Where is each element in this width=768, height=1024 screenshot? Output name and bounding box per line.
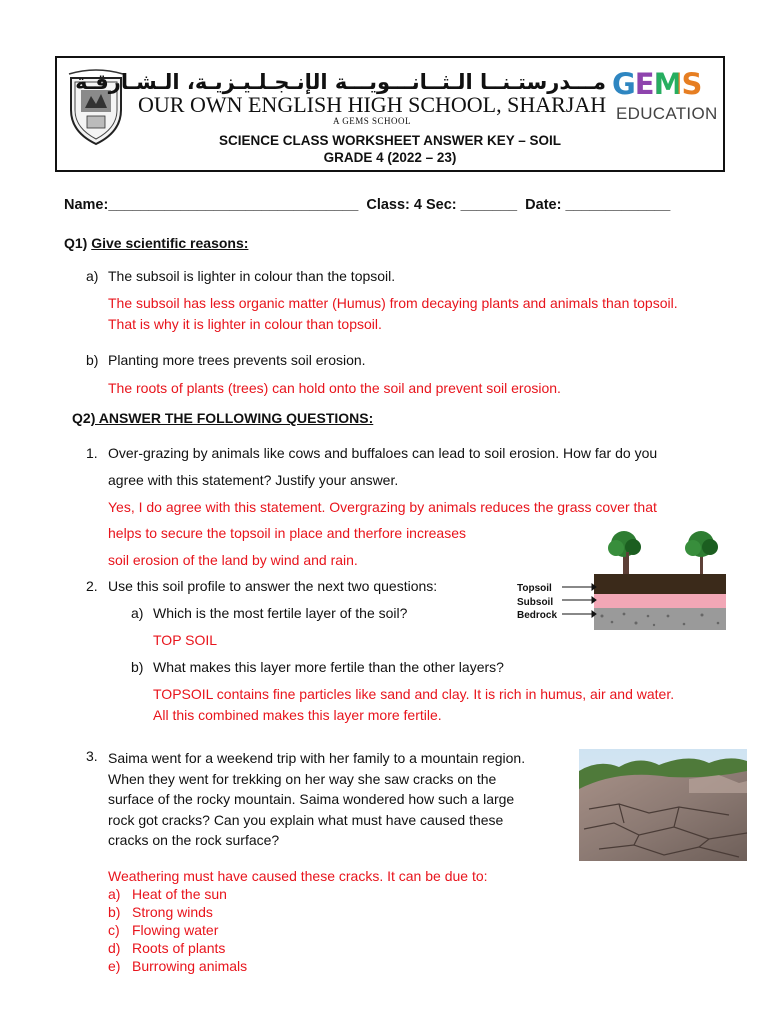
q2-heading: [72, 410, 373, 426]
label-subsoil: Subsoil: [517, 596, 554, 608]
q1-title: Give scientific reasons:: [91, 235, 249, 251]
list-item: d) Roots of plants: [108, 940, 226, 956]
q2-item3-line: rock got cracks? Can you explain what must have caused these: [108, 811, 504, 828]
soil-layer-labels: [517, 582, 557, 623]
label-bedrock: Bedrock: [517, 610, 558, 621]
q1a-question: The subsoil is lighter in colour than the topsoil.: [108, 268, 396, 284]
q2-item2b-marker: b): [131, 659, 144, 675]
gems-logo-letters: GEMS: [612, 67, 702, 101]
school-name-arabic: مـــدرستـنــا الـثــانـــويـــة الإنـجـلـيـزيـة، الـشـارقـة: [75, 70, 606, 94]
q1a-marker: a): [86, 268, 99, 284]
q1-heading: [64, 235, 248, 251]
q1a-answer-line2: That is why it is lighter in colour than topsoil.: [108, 316, 382, 332]
q2-item2b-question: What makes this layer more fertile than the other layers?: [153, 659, 504, 675]
cracked-rock-photo: [579, 749, 747, 861]
q2-item2a-marker: a): [131, 605, 144, 621]
q2-item3-line: When they went for trekking on her way she saw cracks on the: [108, 770, 497, 787]
q2-item2b-answer-line1: TOPSOIL contains fine particles like sand and clay. It is rich in humus, air and water.: [153, 686, 675, 702]
q2-item1-marker: 1.: [86, 445, 98, 461]
q1a-answer-line1: The subsoil has less organic matter (Humus) from decaying plants and animals than topsoil.: [108, 295, 678, 311]
weathering-causes-list: [108, 885, 247, 975]
soil-layers-right: [658, 574, 726, 630]
tree-icon-right: [678, 528, 726, 578]
q2-item1-question-line2: agree with this statement? Justify your answer.: [108, 472, 399, 488]
student-info-line: Name:_______________________________ Class: 4 Sec: _______ Date: _____________: [64, 197, 671, 213]
q2-number: Q2: [72, 410, 91, 426]
q1b-marker: b): [86, 352, 99, 368]
list-item: b) Strong winds: [108, 904, 213, 920]
q2-title: ) ANSWER THE FOLLOWING QUESTIONS:: [90, 410, 374, 426]
q2-item2b-answer-line2: All this combined makes this layer more fertile.: [153, 707, 442, 723]
gems-logo: [612, 67, 701, 101]
q2-item3-line: surface of the rocky mountain. Saima wondered how such a large: [108, 791, 515, 807]
tree-icon: [626, 552, 629, 574]
q2-item2-marker: 2.: [86, 578, 98, 594]
q2-item3-line: Saima went for a weekend trip with her family to a mountain region.: [108, 750, 526, 766]
q1b-question: Planting more trees prevents soil erosion.: [108, 352, 366, 368]
q2-item1-answer-line2: helps to secure the topsoil in place and therfore increases: [108, 525, 466, 541]
school-name: OUR OWN ENGLISH HIGH SCHOOL, SHARJAH: [138, 92, 607, 117]
tree-icon-2: [623, 552, 626, 574]
q2-item2a-question: Which is the most fertile layer of the soil?: [153, 605, 408, 621]
q2-item1-answer-line3: soil erosion of the land by wind and rain.: [108, 552, 358, 568]
list-item: e) Burrowing animals: [108, 958, 248, 974]
list-item: a) Heat of the sun: [108, 886, 227, 902]
gems-education-word: EDUCATION: [616, 104, 718, 123]
q2-item1-question-line1: Over-grazing by animals like cows and buffaloes can lead to soil erosion. How far do you: [108, 445, 658, 461]
q1-number: Q1): [64, 235, 88, 251]
worksheet-grade: GRADE 4 (2022 – 23): [323, 150, 457, 165]
q2-item3-marker: 3.: [86, 748, 98, 764]
q2-item2a-answer: TOP SOIL: [153, 632, 218, 648]
q2-item2-intro: Use this soil profile to answer the next two questions:: [108, 578, 438, 594]
q2-item3-answer-intro: Weathering must have caused these cracks. It can be due to:: [108, 868, 488, 884]
list-item: c) Flowing water: [108, 922, 219, 938]
q2-item3-question: [108, 748, 525, 851]
q1b-answer: The roots of plants (trees) can hold onto the soil and prevent soil erosion.: [108, 380, 561, 396]
school-tagline: A GEMS SCHOOL: [332, 116, 411, 126]
label-topsoil: Topsoil: [517, 583, 552, 594]
q2-item1-answer-line1: Yes, I do agree with this statement. Overgrazing by animals reduces the grass cover that: [108, 499, 657, 515]
worksheet-title: SCIENCE CLASS WORKSHEET ANSWER KEY – SOIL: [218, 133, 562, 148]
q2-item3-line: cracks on the rock surface?: [108, 832, 280, 848]
